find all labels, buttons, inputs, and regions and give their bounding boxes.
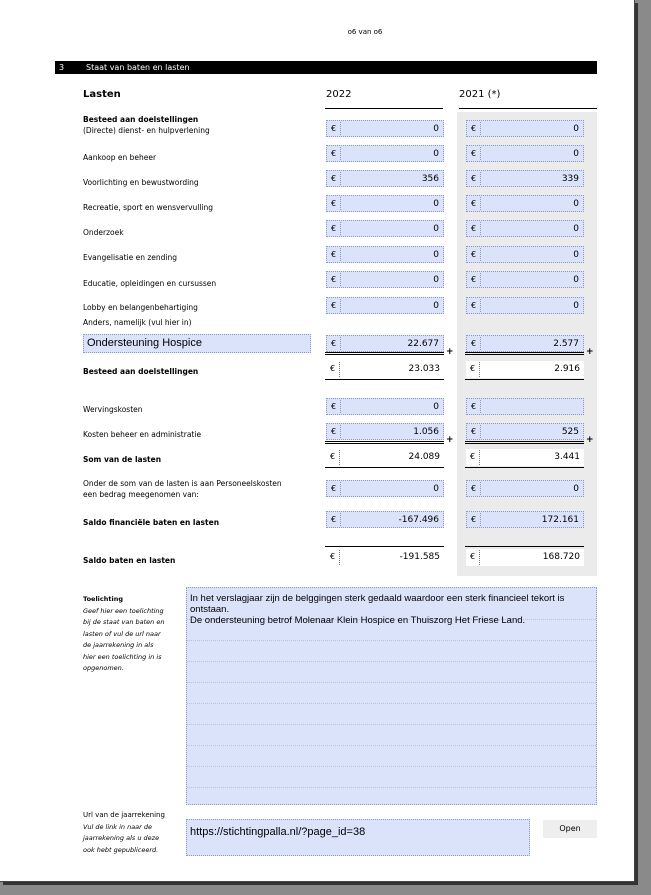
euro-sign: €	[331, 339, 337, 348]
euro-sign: €	[331, 275, 337, 284]
value: 0	[573, 124, 579, 134]
value: 22.677	[407, 339, 439, 349]
value: -167.496	[398, 515, 439, 525]
euro-sign: €	[471, 199, 477, 208]
total-overline	[325, 546, 444, 547]
value-field-2022[interactable]	[326, 220, 444, 237]
value: 356	[421, 174, 439, 184]
value: 1.056	[413, 427, 439, 437]
euro-sign: €	[331, 484, 337, 493]
value: 0	[433, 124, 439, 134]
url-hint-line: Vul de link in naar de	[83, 822, 153, 831]
value: 0	[433, 484, 439, 494]
total-underline	[465, 379, 584, 380]
euro-sign: €	[331, 124, 337, 133]
value: 339	[561, 174, 579, 184]
euro-sign: €	[471, 339, 477, 348]
url-input[interactable]: https://stichtingpalla.nl/?page_id=38	[186, 819, 530, 856]
other-value-field-2022[interactable]	[326, 335, 444, 352]
euro-sign: €	[331, 427, 337, 436]
value: 0	[573, 149, 579, 159]
euro-sign: €	[331, 149, 337, 158]
value: -191.585	[399, 552, 440, 562]
plus-sign: +	[446, 435, 454, 445]
saldo-2021	[466, 549, 584, 566]
value: 2.916	[554, 364, 580, 374]
euro-sign: €	[471, 275, 477, 284]
som-label: Som van de lasten	[83, 455, 162, 464]
euro-sign: €	[471, 427, 477, 436]
personeel-label-line1: Onder de som van de lasten is aan Personeelskosten	[83, 479, 282, 488]
value: 0	[433, 275, 439, 285]
year-2021-heading: 2021 (*)	[459, 89, 501, 100]
value-field-2021[interactable]	[466, 297, 584, 314]
row-label: Lobby en belangenbehartiging	[83, 303, 198, 312]
value-field-2021[interactable]	[466, 271, 584, 288]
value: 0	[573, 275, 579, 285]
toelichting-hint-line: opgenomen.	[83, 664, 124, 672]
total-underline	[465, 467, 584, 468]
section-number: 3	[59, 63, 65, 72]
section-title: Staat van baten en lasten	[86, 63, 190, 72]
saldo-2022	[326, 549, 444, 566]
value: 0	[573, 301, 579, 311]
value-field-2022[interactable]	[326, 170, 444, 187]
value: 0	[433, 149, 439, 159]
euro-sign: €	[331, 515, 337, 524]
value: 172.161	[541, 515, 579, 525]
werving-label: Wervingskosten	[83, 405, 143, 414]
plus-sign: +	[446, 347, 454, 357]
personeel-field-2021[interactable]	[466, 480, 584, 497]
werving-field-2022[interactable]	[326, 398, 444, 415]
open-url-button[interactable]: Open	[543, 820, 597, 838]
value: 3.441	[554, 452, 580, 462]
euro-sign: €	[470, 452, 476, 461]
lasten-heading: Lasten	[83, 89, 121, 100]
year-2022-heading: 2022	[326, 89, 352, 100]
value: 168.720	[542, 552, 580, 562]
row-label: Evangelisatie en zending	[83, 253, 178, 262]
value: 525	[561, 427, 579, 437]
value: 23.033	[408, 364, 440, 374]
toelichting-hint-line: hier een toelichting in is	[83, 652, 162, 661]
value-field-2021[interactable]	[466, 195, 584, 212]
besteed-total-2022	[326, 361, 444, 378]
url-note	[83, 810, 183, 856]
value: 0	[433, 250, 439, 260]
value-field-2022[interactable]	[326, 195, 444, 212]
sum-line	[325, 352, 444, 355]
euro-sign: €	[331, 250, 337, 259]
value: 0	[573, 484, 579, 494]
total-underline	[325, 379, 444, 380]
financieel-field-2022[interactable]	[326, 511, 444, 528]
euro-sign: €	[331, 224, 337, 233]
werving-field-2021[interactable]	[466, 398, 584, 415]
toelichting-hint-line: lasten of vul de url naar	[83, 629, 161, 638]
value-field-2021[interactable]	[466, 246, 584, 263]
value-field-2021[interactable]	[466, 220, 584, 237]
euro-sign: €	[471, 149, 477, 158]
beheer-field-2022[interactable]	[326, 423, 444, 440]
sum-line	[465, 441, 584, 444]
euro-sign: €	[331, 199, 337, 208]
row-label: Aankoop en beheer	[83, 153, 157, 162]
euro-sign: €	[471, 174, 477, 183]
euro-sign: €	[330, 452, 336, 461]
value-field-2022[interactable]	[326, 297, 444, 314]
besteed-total-2021	[466, 361, 584, 378]
financieel-label: Saldo financiële baten en lasten	[83, 518, 220, 527]
value: 0	[573, 199, 579, 209]
som-2022	[326, 449, 444, 466]
personeel-field-2022[interactable]	[326, 480, 444, 497]
row-label: Voorlichting en bewustwording	[83, 178, 199, 187]
total-overline	[465, 546, 584, 547]
euro-sign: €	[331, 174, 337, 183]
value: 0	[433, 402, 439, 412]
value-field-2021[interactable]	[466, 145, 584, 162]
year-2022-underline	[325, 108, 443, 109]
url-hint-line: jaarrekening als u deze	[83, 834, 160, 842]
value-field-2022[interactable]	[326, 271, 444, 288]
som-2021	[466, 449, 584, 466]
url-hint-line: ook hebt gepubliceerd.	[83, 845, 159, 854]
toelichting-note	[83, 594, 178, 675]
euro-sign: €	[471, 301, 477, 310]
sum-line	[465, 352, 584, 355]
euro-sign: €	[330, 364, 336, 373]
page-number: o6 van o6	[347, 28, 383, 36]
row-label: Educatie, opleidingen en cursussen	[83, 279, 217, 288]
toelichting-text-line2: De ondersteuning betrof Molenaar Klein Hospice en Thuiszorg Het Friese Land.	[190, 615, 526, 626]
row-label: Besteed aan doelstellingen	[83, 115, 199, 124]
value-field-2022[interactable]	[326, 120, 444, 137]
year-2021-underline	[459, 108, 597, 109]
total-underline	[325, 467, 444, 468]
value-field-2021[interactable]	[466, 120, 584, 137]
toelichting-hint-line: de jaarrekening in als	[83, 641, 154, 649]
toelichting-hint-line: bij de staat van baten en	[83, 618, 165, 626]
beheer-field-2021[interactable]	[466, 423, 584, 440]
other-value-field-2021[interactable]	[466, 335, 584, 352]
value: 0	[433, 301, 439, 311]
row-sublabel: (Directe) dienst- en hulpverlening	[83, 126, 210, 135]
value-field-2021[interactable]	[466, 170, 584, 187]
row-label: Recreatie, sport en wensvervulling	[83, 203, 214, 212]
url-title: Url van de jaarrekening	[83, 811, 165, 819]
value: 24.089	[408, 452, 440, 462]
besteed-total-label: Besteed aan doelstellingen	[83, 367, 199, 376]
euro-sign: €	[471, 224, 477, 233]
euro-sign: €	[471, 250, 477, 259]
value: 0	[433, 224, 439, 234]
value-field-2022[interactable]	[326, 246, 444, 263]
toelichting-text-line1: In het verslagjaar zijn de belggingen sterk gedaald waardoor een sterk financieel tekort is ontstaan.	[190, 593, 565, 615]
plus-sign: +	[586, 347, 594, 357]
value: 0	[573, 250, 579, 260]
row-label: Onderzoek	[83, 228, 124, 237]
section-header	[55, 61, 597, 74]
personeel-label-line2: een bedrag meegenomen van:	[83, 490, 199, 499]
euro-sign: €	[330, 552, 336, 561]
row-sublabel: Anders, namelijk (vul hier in)	[83, 318, 192, 327]
value: 0	[433, 199, 439, 209]
euro-sign: €	[471, 402, 477, 411]
plus-sign: +	[586, 435, 594, 445]
saldo-label: Saldo baten en lasten	[83, 556, 176, 565]
toelichting-title: Toelichting	[83, 595, 123, 603]
euro-sign: €	[471, 484, 477, 493]
euro-sign: €	[331, 301, 337, 310]
euro-sign: €	[471, 124, 477, 133]
financieel-field-2021[interactable]	[466, 511, 584, 528]
euro-sign: €	[470, 364, 476, 373]
sum-line	[325, 441, 444, 444]
value: 2.577	[553, 339, 579, 349]
other-purpose-input[interactable]: Ondersteuning Hospice	[83, 334, 311, 353]
value: 0	[573, 224, 579, 234]
toelichting-textarea[interactable]	[186, 587, 597, 805]
euro-sign: €	[470, 552, 476, 561]
beheer-label: Kosten beheer en administratie	[83, 430, 202, 439]
euro-sign: €	[471, 515, 477, 524]
toelichting-hint-line: Geef hier een toelichting	[83, 606, 164, 615]
value-field-2022[interactable]	[326, 145, 444, 162]
euro-sign: €	[331, 402, 337, 411]
